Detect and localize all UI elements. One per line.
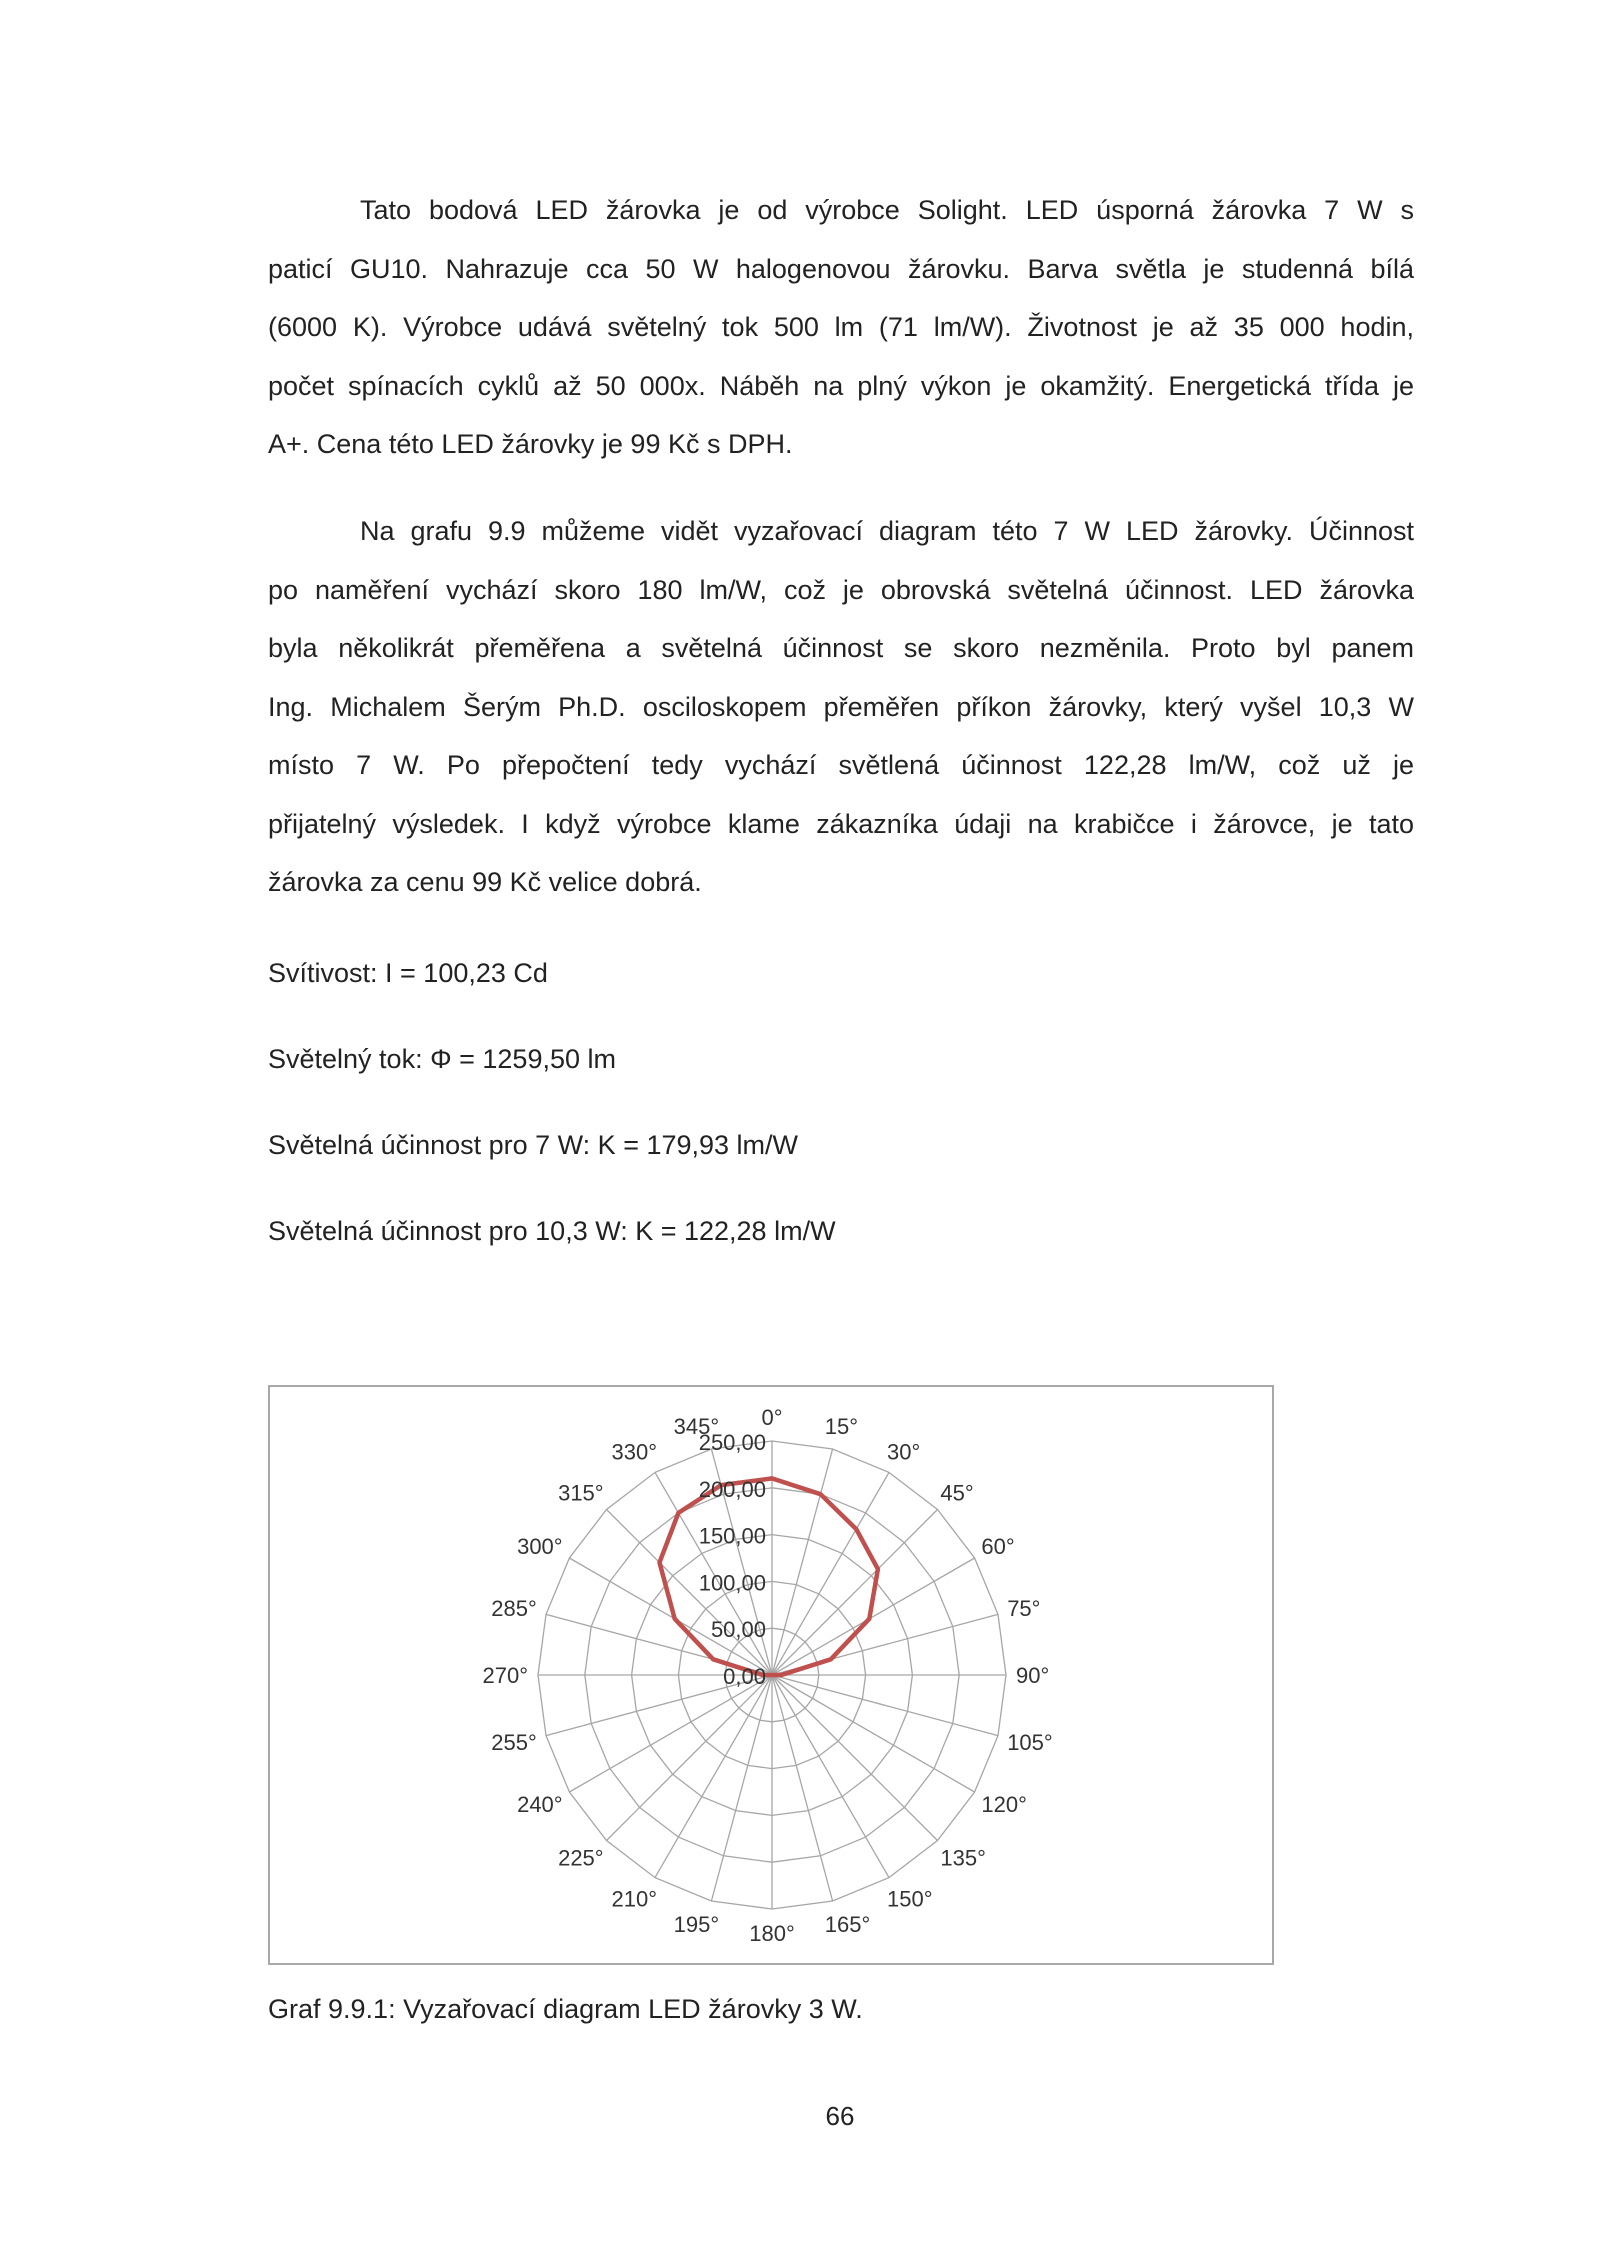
radar-chart-frame: [268, 1385, 1274, 1965]
paragraph-1-line: A+. Cena této LED žárovky je 99 Kč s DPH.: [268, 429, 793, 459]
radar-spoke: [607, 1675, 773, 1841]
paragraph-1: [268, 181, 1414, 474]
radar-spoke: [772, 1675, 833, 1901]
angle-label: 165°: [824, 1912, 871, 1938]
paragraph-2: [268, 502, 1414, 912]
angle-label: 15°: [824, 1413, 859, 1439]
angle-label: 135°: [940, 1845, 986, 1871]
radar-chart: [270, 1387, 1272, 1963]
angle-label: 255°: [491, 1729, 537, 1755]
paragraph-2-line: po naměření vychází skoro 180 lm/W, což je obrovská světelná účinnost. LED žárovka: [268, 574, 1414, 605]
radar-spoke: [655, 1675, 772, 1878]
radial-tick-label: 250,00: [698, 1430, 766, 1455]
paragraph-2-line: Na grafu 9.9 můžeme vidět vyzařovací diagram této 7 W LED žárovky. Účinnost: [360, 516, 1414, 546]
angle-label: 345°: [673, 1413, 720, 1439]
paragraph-2-line: byla několikrát přeměřena a světelná účinnost se skoro nezměnila. Proto byl panem: [268, 633, 1414, 663]
angle-label: 330°: [611, 1439, 657, 1465]
angle-label: 150°: [887, 1886, 933, 1912]
paragraph-1-line: paticí GU10. Nahrazuje cca 50 W halogenovou žárovku. Barva světla je studenná bílá: [268, 253, 1414, 284]
angle-label: 105°: [1007, 1729, 1053, 1755]
radial-tick-label: 0,00: [723, 1664, 766, 1689]
angle-label: 180°: [749, 1921, 795, 1946]
radial-tick-label: 150,00: [698, 1523, 766, 1549]
paragraph-2-line: Ing. Michalem Šerým Ph.D. osciloskopem přeměřen příkon žárovky, který vyšel 10,3 W: [268, 691, 1414, 722]
paragraph-2-line: místo 7 W. Po přepočtení tedy vychází světlená účinnost 122,28 lm/W, což už je: [268, 750, 1414, 780]
angle-label: 300°: [517, 1534, 563, 1559]
radial-tick-label: 50,00: [710, 1617, 766, 1643]
stat-efficacy-7w: Světelná účinnost pro 7 W: K = 179,93 lm/W: [268, 1130, 799, 1160]
paragraph-1-line: počet spínacích cyklů až 50 000x. Náběh na plný výkon je okamžitý. Energetická třída je: [268, 370, 1414, 401]
angle-label: 90°: [1016, 1663, 1050, 1688]
angle-label: 315°: [558, 1480, 604, 1506]
angle-label: 285°: [491, 1596, 537, 1622]
angle-label: 195°: [673, 1912, 720, 1938]
angle-label: 45°: [940, 1480, 974, 1506]
radar-spoke: [772, 1675, 998, 1736]
paragraph-2-line: přijatelný výsledek. I když výrobce klame zákazníka údaji na krabičce i žárovce, je tato: [268, 808, 1414, 839]
page-number: 66: [825, 2101, 855, 2131]
radar-spoke: [772, 1675, 975, 1792]
figure-caption: Graf 9.9.1: Vyzařovací diagram LED žárovky 3 W.: [268, 1994, 863, 2024]
angle-label: 75°: [1007, 1596, 1041, 1622]
angle-label: 60°: [981, 1534, 1015, 1559]
angle-label: 0°: [761, 1405, 783, 1430]
angle-label: 240°: [517, 1792, 563, 1817]
angle-label: 30°: [887, 1439, 921, 1465]
angle-label: 270°: [482, 1663, 528, 1688]
radar-spoke: [772, 1558, 975, 1675]
radar-spoke: [772, 1675, 889, 1878]
angle-label: 120°: [981, 1792, 1027, 1817]
radar-spoke: [772, 1510, 938, 1676]
radar-spoke: [711, 1675, 772, 1901]
radial-tick-label: 200,00: [698, 1476, 766, 1502]
radar-spoke: [569, 1675, 772, 1792]
stat-intensity: Svítivost: I = 100,23 Cd: [268, 958, 548, 988]
paragraph-1-line: Tato bodová LED žárovka je od výrobce Solight. LED úsporná žárovka 7 W s: [360, 195, 1414, 225]
stat-flux: Světelný tok: Φ = 1259,50 lm: [268, 1044, 616, 1074]
angle-label: 210°: [611, 1886, 657, 1912]
paragraph-1-line: (6000 K). Výrobce udává světelný tok 500 lm (71 lm/W). Životnost je až 35 000 hodin,: [268, 312, 1414, 342]
paragraph-2-line: žárovka za cenu 99 Kč velice dobrá.: [268, 867, 702, 897]
angle-label: 225°: [558, 1845, 604, 1871]
radial-tick-label: 100,00: [698, 1570, 766, 1596]
radar-spoke: [772, 1675, 938, 1841]
stat-efficacy-10w: Světelná účinnost pro 10,3 W: K = 122,28 lm/W: [268, 1216, 836, 1246]
radar-series-line: [660, 1478, 878, 1675]
